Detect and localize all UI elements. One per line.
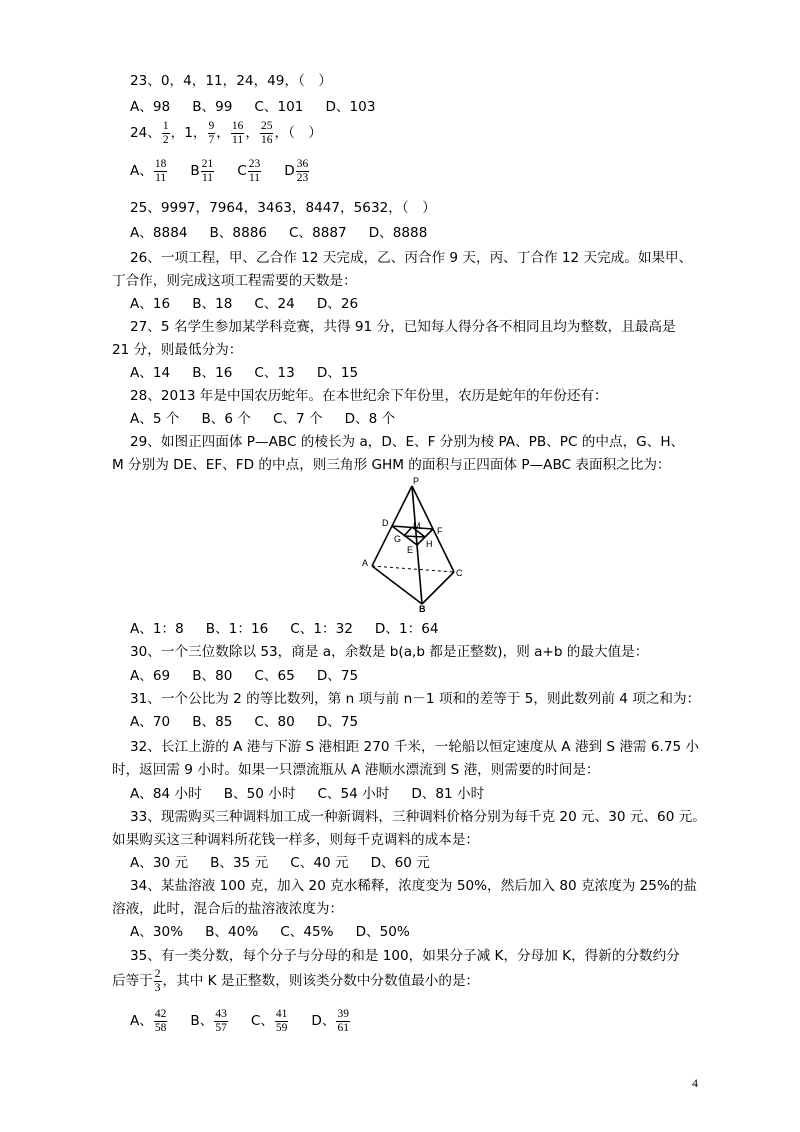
q24-fraction-4: $\frac{25}{16}$ bbox=[260, 119, 273, 146]
q35-option-a: A、 $\frac{42}{58}$ bbox=[130, 1007, 167, 1034]
q35-options bbox=[130, 1006, 373, 1036]
q32-text-line1: 32、长江上游的 A 港与下游 S 港相距 270 千米，一轮船以恒定速度从 A 港到 S 港需 6.75 小 bbox=[130, 739, 700, 755]
q29-option-a: A、1：8 bbox=[130, 621, 184, 637]
q32-options bbox=[130, 785, 506, 803]
tetrahedron-figure bbox=[360, 474, 480, 614]
q24-fraction-3: $\frac{16}{11}$ bbox=[231, 119, 244, 146]
q33-text-line2: 如果购买这三种调料所花钱一样多，则每千克调料的成本是： bbox=[112, 832, 480, 848]
q35-tail: ，其中 K 是正整数，则该类分数中分数值最小的是： bbox=[162, 973, 480, 989]
q27-option-d: D、15 bbox=[316, 365, 359, 381]
q30-option-b: B、80 bbox=[192, 668, 233, 684]
q24-mid: ，1， bbox=[170, 125, 207, 141]
q33-option-b: B、35 元 bbox=[210, 855, 269, 871]
q27-options bbox=[130, 364, 380, 382]
q27-option-b: B、16 bbox=[192, 365, 233, 381]
q30-option-c: C、65 bbox=[254, 668, 295, 684]
q31-options bbox=[130, 713, 380, 731]
tetrahedron-diagram bbox=[360, 474, 480, 614]
q26-option-c: C、24 bbox=[254, 296, 295, 312]
q28-option-c: C、7 个 bbox=[272, 411, 323, 427]
q24-option-a: A、 $\frac{18}{11}$ bbox=[130, 157, 167, 184]
q30-option-a: A、69 bbox=[130, 668, 171, 684]
q23-option-d: D、103 bbox=[325, 99, 376, 115]
label-b: B bbox=[419, 604, 426, 614]
q26-option-b: B、18 bbox=[192, 296, 233, 312]
q32-text-line2: 时，返回需 9 小时。如果一只漂流瓶从 A 港顺水漂流到 S 港，则需要的时间是： bbox=[112, 762, 600, 778]
q24-tail: ，（ ） bbox=[274, 125, 323, 141]
q31-text: 31、一个公比为 2 的等比数列，第 n 项与前 n－1 项和的差等于 5，则此数列前 4 项之和为： bbox=[130, 691, 701, 707]
q24-option-d: D $\frac{36}{23}$ bbox=[284, 157, 309, 184]
q33-option-a: A、30 元 bbox=[130, 855, 189, 871]
q30-options bbox=[130, 667, 380, 685]
q34-options bbox=[130, 923, 432, 941]
label-e: E bbox=[407, 545, 414, 555]
q32-option-c: C、54 小时 bbox=[317, 786, 390, 802]
q31-option-b: B、85 bbox=[192, 714, 233, 730]
q24-option-c: C $\frac{23}{11}$ bbox=[237, 157, 261, 184]
q26-option-a: A、16 bbox=[130, 296, 171, 312]
q23-text: 23、0，4，11，24，49，（ ） bbox=[130, 73, 333, 89]
q25-options bbox=[130, 224, 449, 242]
q35-option-c: C、 $\frac{41}{59}$ bbox=[250, 1007, 288, 1034]
q24-lead: 24、 bbox=[130, 125, 161, 141]
page-number: 4 bbox=[692, 1076, 698, 1090]
q26-text-line2: 丁合作，则完成这项工程需要的天数是： bbox=[112, 273, 357, 289]
q34-text-line1: 34、某盐溶液 100 克，加入 20 克水稀释，浓度变为 50%，然后加入 80 克浓度为 25%的盐 bbox=[130, 878, 698, 894]
q25-option-c: C、8887 bbox=[289, 225, 347, 241]
q29-option-d: D、1：64 bbox=[374, 621, 439, 637]
q27-text-line1: 27、5 名学生参加某学科竞赛，共得 91 分，已知每人得分各不相同且均为整数，且最高是 bbox=[130, 319, 676, 335]
label-m: M bbox=[413, 521, 421, 531]
label-g: G bbox=[394, 534, 402, 544]
q35-option-d: D、 $\frac{39}{61}$ bbox=[311, 1007, 349, 1034]
q29-option-c: C、1：32 bbox=[290, 621, 353, 637]
q23-option-a: A、98 bbox=[130, 99, 171, 115]
q24-fraction-1: $\frac{1}{2}$ bbox=[162, 119, 169, 146]
q34-option-a: A、30% bbox=[130, 924, 184, 940]
q24-option-b: B $\frac{21}{11}$ bbox=[190, 157, 214, 184]
q25-text: 25、9997，7964，3463，8447，5632，（ ） bbox=[130, 200, 436, 216]
q29-option-b: B、1：16 bbox=[205, 621, 269, 637]
q35-fraction: $\frac{2}{3}$ bbox=[154, 967, 161, 994]
q35-option-b: B、 $\frac{43}{57}$ bbox=[190, 1007, 227, 1034]
label-a: A bbox=[362, 558, 369, 568]
q33-option-c: C、40 元 bbox=[290, 855, 349, 871]
q34-option-b: B、40% bbox=[205, 924, 259, 940]
q26-option-d: D、26 bbox=[316, 296, 359, 312]
q26-options bbox=[130, 295, 380, 313]
q32-option-a: A、84 小时 bbox=[130, 786, 202, 802]
q32-option-b: B、50 小时 bbox=[223, 786, 296, 802]
q28-option-d: D、8 个 bbox=[344, 411, 396, 427]
q31-option-a: A、70 bbox=[130, 714, 171, 730]
q32-option-d: D、81 小时 bbox=[411, 786, 485, 802]
label-c: C bbox=[456, 568, 463, 578]
q29-options bbox=[130, 620, 461, 638]
label-d: D bbox=[382, 518, 389, 528]
q35-text-line2 bbox=[112, 966, 479, 996]
q30-text: 30、一个三位数除以 53，商是 a，余数是 b(a,b 都是正整数)，则 a+b 的最大值是： bbox=[130, 644, 649, 660]
q34-option-d: D、50% bbox=[355, 924, 410, 940]
q28-options bbox=[130, 410, 417, 428]
q25-option-a: A、8884 bbox=[130, 225, 188, 241]
q31-option-c: C、80 bbox=[254, 714, 295, 730]
q23-option-c: C、101 bbox=[254, 99, 304, 115]
q26-text-line1: 26、一项工程，甲、乙合作 12 天完成，乙、丙合作 9 天，丙、丁合作 12 天完成。如果甲、 bbox=[130, 250, 693, 266]
q25-option-d: D、8888 bbox=[368, 225, 428, 241]
q31-option-d: D、75 bbox=[316, 714, 359, 730]
q23-options bbox=[130, 98, 397, 116]
q29-text-line1: 29、如图正四面体 P—ABC 的棱长为 a，D、E、F 分别为棱 PA、PB、PC 的中点，G、H、 bbox=[130, 434, 685, 450]
label-h: H bbox=[426, 539, 433, 549]
q34-option-c: C、45% bbox=[280, 924, 334, 940]
q33-options bbox=[130, 854, 452, 872]
q27-option-a: A、14 bbox=[130, 365, 171, 381]
q30-option-d: D、75 bbox=[316, 668, 359, 684]
q25-option-b: B、8886 bbox=[209, 225, 268, 241]
q23-option-b: B、99 bbox=[192, 99, 233, 115]
q33-option-d: D、60 元 bbox=[370, 855, 430, 871]
q24-text: 24、 $\frac{1}{2}$ ，1， $\frac{9}{7}$ ， $\frac{16}{11}$ ， $\frac{25}{16}$ ，（ ） bbox=[130, 119, 323, 146]
q24-options bbox=[130, 156, 332, 186]
q28-text: 28、2013 年是中国农历蛇年。在本世纪余下年份里，农历是蛇年的年份还有： bbox=[130, 388, 608, 404]
label-p: P bbox=[413, 476, 420, 486]
label-f: F bbox=[437, 526, 443, 536]
q34-text-line2: 溶液，此时，混合后的盐溶液浓度为： bbox=[112, 901, 344, 917]
q24-fraction-2: $\frac{9}{7}$ bbox=[208, 119, 215, 146]
q35-text-line1: 35、有一类分数，每个分子与分母的和是 100，如果分子减 K，分母加 K，得新的分数约分 bbox=[130, 948, 680, 964]
q35-lead: 后等于 bbox=[112, 973, 153, 989]
q27-option-c: C、13 bbox=[254, 365, 295, 381]
q27-text-line2: 21 分，则最低分为： bbox=[112, 342, 243, 358]
q33-text-line1: 33、现需购买三种调料加工成一种新调料，三种调料价格分别为每千克 20 元、30 元、60 元。 bbox=[130, 809, 706, 825]
q28-option-a: A、5 个 bbox=[130, 411, 180, 427]
q29-text-line2: M 分别为 DE、EF、FD 的中点，则三角形 GHM 的面积与正四面体 P—ABC 表面积之比为： bbox=[112, 457, 671, 473]
q28-option-b: B、6 个 bbox=[201, 411, 251, 427]
